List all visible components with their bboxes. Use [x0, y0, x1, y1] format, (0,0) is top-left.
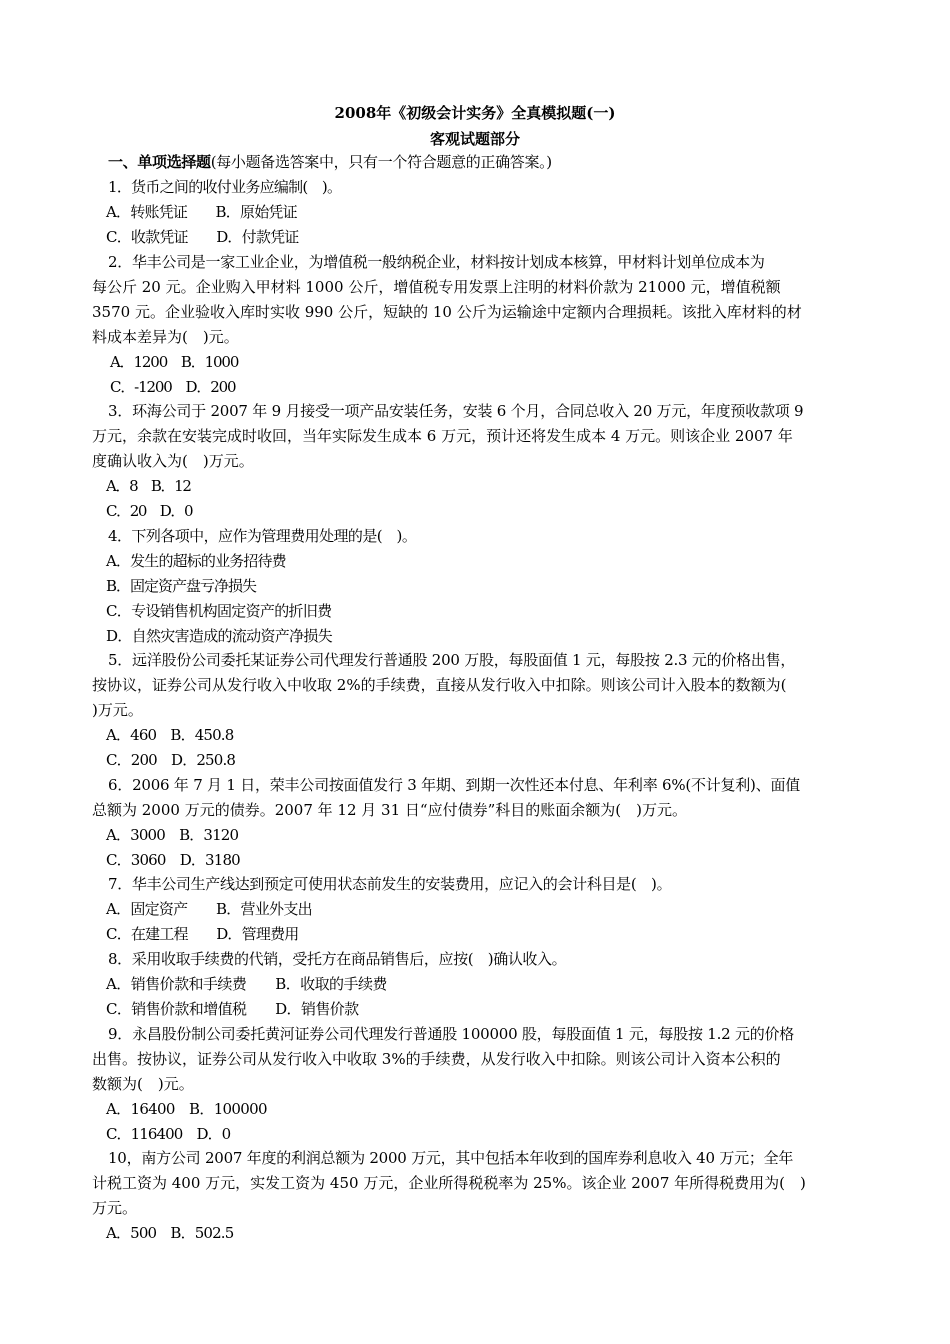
question-5-cont: 按协议，证券公司从发行收入中收取 2%的手续费，直接从发行收入中扣除。则该公司计入股本的数额为(: [92, 676, 787, 694]
q6-options-cd: C．3060 D．3180: [106, 851, 240, 869]
q10-options-ab: A．500 B．502.5: [106, 1224, 234, 1242]
document-title: 2008年《初级会计实务》全真模拟题(一): [334, 104, 616, 122]
q3-options-cd: C．20 D．0: [106, 502, 193, 520]
question-6-cont: 总额为 2000 万元的债券。2007 年 12 月 31 日“应付债券”科目的账面余额为( )万元。: [92, 801, 687, 819]
question-3: 3．环海公司于 2007 年 9 月接受一项产品安装任务，安装 6 个月，合同总收入 20 万元，年度预收款项 9: [108, 402, 804, 420]
q2-options-cd: C．-1200 D．200: [110, 378, 236, 396]
q4-option-a: A．发生的超标的业务招待费: [106, 552, 286, 570]
question-10-cont: 计税工资为 400 万元，实发工资为 450 万元，企业所得税税率为 25%。该企业 2007 年所得税费用为( ): [92, 1174, 806, 1192]
question-2: 2．华丰公司是一家工业企业，为增值税一般纳税企业，材料按计划成本核算，甲材料计划单位成本为: [108, 253, 765, 271]
q2-options-ab: A．1200 B．1000: [110, 353, 239, 371]
question-10: 10，南方公司 2007 年度的利润总额为 2000 万元，其中包括本年收到的国库券利息收入 40 万元；全年: [108, 1149, 794, 1167]
q9-options-ab: A．16400 B．100000: [106, 1100, 267, 1118]
question-9-cont: 出售。按协议，证券公司从发行收入中收取 3%的手续费，从发行收入中扣除。则该公司计入资本公积的: [92, 1050, 781, 1068]
q8-options-ab: A．销售价款和手续费 B．收取的手续费: [106, 975, 387, 993]
question-3-cont: 万元，余款在安装完成时收回，当年实际发生成本 6 万元，预计还将发生成本 4 万元。则该企业 2007 年: [92, 427, 793, 445]
question-2-cont: 每公斤 20 元。企业购入甲材料 1000 公斤，增值税专用发票上注明的材料价款为 21000 元，增值税额: [92, 278, 781, 296]
question-6: 6．2006 年 7 月 1 日，荣丰公司按面值发行 3 年期、到期一次性还本付息、年利率 6%(不计复利)、面值: [108, 776, 800, 794]
question-9-cont: 数额为( )元。: [92, 1075, 194, 1093]
question-1: 1．货币之间的收付业务应编制( )。: [108, 178, 342, 196]
question-7: 7．华丰公司生产线达到预定可使用状态前发生的安装费用，应记入的会计科目是( )。: [108, 875, 672, 893]
question-2-cont: 3570 元。企业验收入库时实收 990 公斤，短缺的 10 公斤为运输途中定额内合理损耗。该批入库材料的材: [92, 303, 802, 321]
question-4: 4．下列各项中，应作为管理费用处理的是( )。: [108, 527, 417, 545]
q8-options-cd: C．销售价款和增值税 D．销售价款: [106, 1000, 359, 1018]
question-3-cont: 度确认收入为( )万元。: [92, 452, 254, 470]
question-8: 8．采用收取手续费的代销，受托方在商品销售后，应按( )确认收入。: [108, 950, 567, 968]
question-5-cont: )万元。: [92, 701, 143, 719]
q5-options-ab: A．460 B．450.8: [106, 726, 234, 744]
q4-option-b: B．固定资产盘亏净损失: [106, 577, 257, 595]
q4-option-d: D．自然灾害造成的流动资产净损失: [106, 627, 333, 645]
section-heading: 一、单项选择题: [108, 153, 211, 171]
section-heading-line: [108, 152, 883, 172]
q4-option-c: C．专设销售机构固定资产的折旧费: [106, 602, 332, 620]
section-note: (每小题备选答案中，只有一个符合题意的正确答案。): [210, 153, 552, 171]
q7-options-ab: A．固定资产 B．营业外支出: [106, 900, 312, 918]
q3-options-ab: A．8 B．12: [106, 477, 191, 495]
document-subtitle: 客观试题部分: [429, 130, 520, 148]
q5-options-cd: C．200 D．250.8: [106, 751, 236, 769]
q6-options-ab: A．3000 B．3120: [106, 826, 239, 844]
q1-options-cd: C．收款凭证 D．付款凭证: [106, 228, 299, 246]
question-2-cont: 料成本差异为( )元。: [92, 328, 239, 346]
q1-options-ab: A．转账凭证 B．原始凭证: [106, 203, 297, 221]
question-9: 9．永昌股份制公司委托黄河证券公司代理发行普通股 100000 股，每股面值 1 元，每股按 1.2 元的价格: [108, 1025, 795, 1043]
q9-options-cd: C．116400 D．0: [106, 1125, 231, 1143]
question-10-cont: 万元。: [92, 1199, 138, 1217]
q7-options-cd: C．在建工程 D．管理费用: [106, 925, 299, 943]
question-5: 5．远洋股份公司委托某证券公司代理发行普通股 200 万股，每股面值 1 元，每股按 2.3 元的价格出售，: [108, 651, 796, 669]
